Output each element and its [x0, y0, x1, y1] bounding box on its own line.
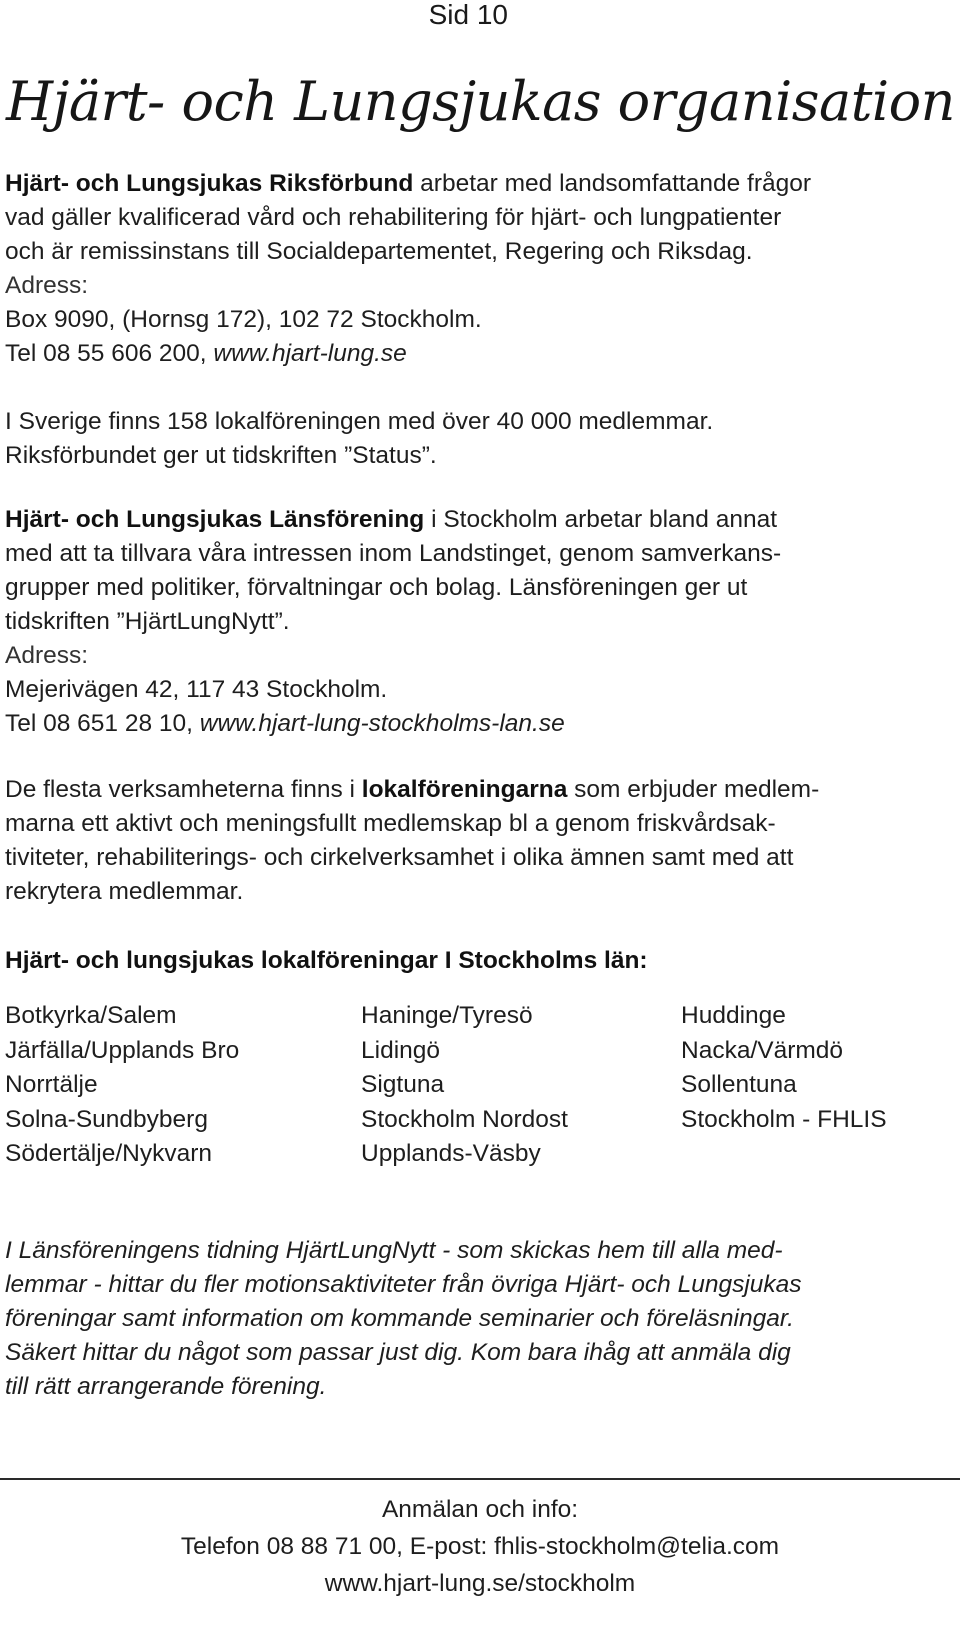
- branch-item: Stockholm Nordost: [361, 1105, 568, 1133]
- footer-label: Anmälan och info:: [381, 1496, 579, 1523]
- footer-divider: [0, 1478, 960, 1480]
- lansforening-phone: Tel 08 651 28 10,: [5, 710, 200, 737]
- branch-item: Södertälje/Nykvarn: [5, 1140, 212, 1167]
- branch-item: Norrtälje: [5, 1071, 98, 1098]
- footer-contact: Telefon 08 88 71 00, E-post: fhlis-stockholm@telia.com: [180, 1533, 780, 1560]
- lokal-line3: tiviteter, rehabiliterings- och cirkelverksamhet i olika ämnen samt med att: [5, 844, 794, 871]
- riksforbund-intro-line3: och är remissinstans till Socialdepartementet, Regering och Riksdag.: [5, 238, 753, 265]
- branch-item: Sigtuna: [361, 1071, 445, 1098]
- riksforbund-address: Box 9090, (Hornsg 172), 102 72 Stockholm.: [5, 306, 482, 333]
- newsletter-note: [5, 1234, 802, 1404]
- footer: [0, 1491, 960, 1602]
- riksforbund-address-label: Adress:: [5, 272, 89, 299]
- branches-list: [5, 999, 945, 1179]
- riksforbund-section: [5, 167, 954, 473]
- riksforbund-website-link[interactable]: www.hjart-lung.se: [213, 340, 407, 367]
- riksforbund-magazine-info: Riksförbundet ger ut tidskriften ”Status”.: [5, 442, 437, 469]
- lokal-emphasis: lokalföreningarna: [361, 776, 568, 803]
- lokal-line4: rekrytera medlemmar.: [5, 878, 244, 905]
- lansforening-website-link[interactable]: www.hjart-lung-stockholms-lan.se: [199, 710, 565, 737]
- lansforening-intro-line2: med att ta tillvara våra intressen inom Landstinget, genom samverkans-: [5, 540, 782, 567]
- branch-item: Lidingö: [361, 1036, 441, 1064]
- riksforbund-intro-line1: Hjärt- och Lungsjukas Riksförbund arbetar med landsomfattande frågor: [5, 170, 812, 197]
- riksforbund-phone: Tel 08 55 606 200,: [5, 340, 214, 367]
- branches-column-1: [5, 999, 239, 1172]
- riksforbund-contact: [5, 337, 954, 371]
- branch-item: Stockholm - FHLIS: [681, 1105, 887, 1133]
- branch-item: Sollentuna: [681, 1071, 797, 1098]
- riksforbund-intro-line2: vad gäller kvalificerad vård och rehabilitering för hjärt- och lungpatienter: [5, 204, 782, 231]
- note-line: föreningar samt information om kommande seminarier och föreläsningar.: [5, 1305, 794, 1332]
- page-number: Sid 10: [428, 0, 508, 30]
- lansforening-contact: [5, 707, 954, 741]
- lansforening-address-label: Adress:: [5, 642, 89, 669]
- lokal-line1: De flesta verksamheterna finns i lokalföreningarna som erbjuder medlem-: [5, 776, 820, 803]
- branch-item: Huddinge: [681, 1002, 786, 1029]
- page-title: Hjärt- och Lungsjukas organisation: [6, 70, 955, 133]
- branches-heading: Hjärt- och lungsjukas lokalföreningar I Stockholms län:: [5, 947, 648, 974]
- lansforening-section: [5, 503, 954, 741]
- lokal-section: [5, 773, 954, 909]
- lansforening-intro-line1: Hjärt- och Lungsjukas Länsförening i Stockholm arbetar bland annat: [5, 506, 778, 533]
- branch-item: Nacka/Värmdö: [681, 1036, 844, 1064]
- note-line: till rätt arrangerande förening.: [5, 1373, 327, 1400]
- branches-column-3: [681, 999, 887, 1137]
- footer-website-link[interactable]: www.hjart-lung.se/stockholm: [324, 1570, 636, 1597]
- note-line: lemmar - hittar du fler motionsaktiviteter från övriga Hjärt- och Lungsjukas: [5, 1271, 802, 1298]
- note-line: I Länsföreningens tidning HjärtLungNytt - som skickas hem till alla med-: [5, 1237, 783, 1264]
- lokal-line2: marna ett aktivt och meningsfullt medlemskap bl a genom friskvårdsak-: [5, 810, 776, 837]
- branch-item: Botkyrka/Salem: [5, 1002, 177, 1029]
- branches-column-2: [361, 999, 568, 1172]
- branch-item: Haninge/Tyresö: [361, 1002, 533, 1029]
- lansforening-intro-line4: tidskriften ”HjärtLungNytt”.: [5, 608, 290, 635]
- riksforbund-members-info: I Sverige finns 158 lokalföreningen med över 40 000 medlemmar.: [5, 408, 714, 435]
- branch-item: Solna-Sundbyberg: [5, 1105, 208, 1133]
- riksforbund-name: Hjärt- och Lungsjukas Riksförbund: [5, 170, 414, 197]
- branch-item: Järfälla/Upplands Bro: [5, 1036, 240, 1064]
- lansforening-intro-line3: grupper med politiker, förvaltningar och bolag. Länsföreningen ger ut: [5, 574, 748, 601]
- lansforening-name: Hjärt- och Lungsjukas Länsförening: [5, 506, 425, 533]
- lansforening-address: Mejerivägen 42, 117 43 Stockholm.: [5, 676, 388, 703]
- branch-item: Upplands-Väsby: [361, 1140, 541, 1167]
- note-line: Säkert hittar du något som passar just dig. Kom bara ihåg att anmäla dig: [5, 1339, 791, 1366]
